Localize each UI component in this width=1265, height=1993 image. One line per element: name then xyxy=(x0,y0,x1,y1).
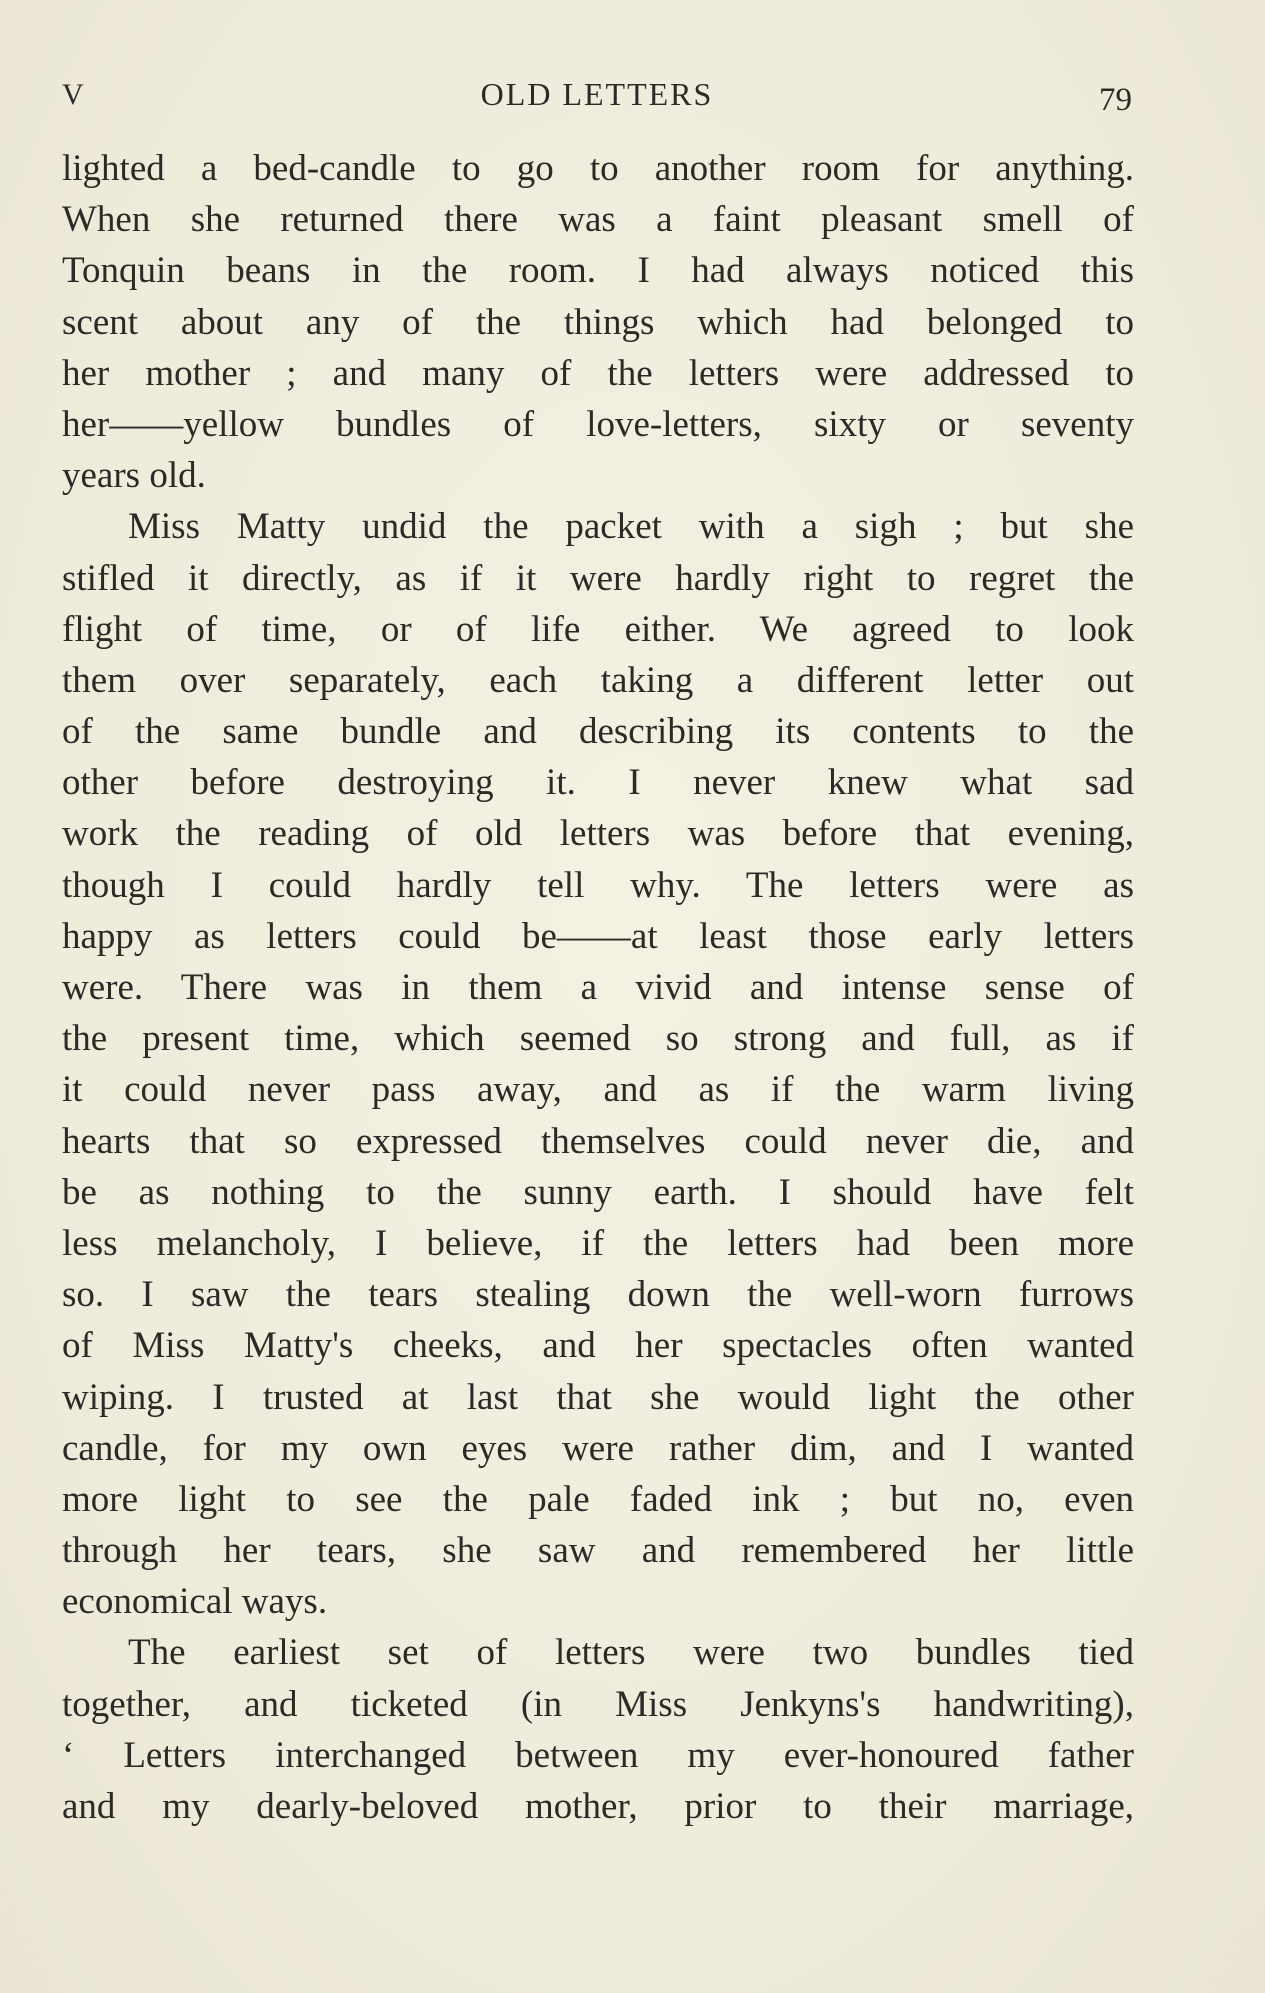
text-line: of Miss Matty's cheeks, and her spectacles often wanted xyxy=(62,1325,1134,1367)
text-line: though I could hardly tell why. The letters were as xyxy=(62,864,1134,906)
text-line: it could never pass away, and as if the warm living xyxy=(62,1069,1134,1111)
text-line: The earliest set of letters were two bundles tied xyxy=(128,1632,1134,1674)
text-line: work the reading of old letters was before that evening, xyxy=(62,813,1134,855)
text-line: scent about any of the things which had belonged to xyxy=(62,301,1134,343)
text-line: through her tears, she saw and remembered her little xyxy=(62,1530,1134,1572)
body-text xyxy=(62,143,1134,1832)
text-line: When she returned there was a faint pleasant smell of xyxy=(62,199,1134,241)
text-line: be as nothing to the sunny earth. I should have felt xyxy=(62,1171,1134,1213)
text-line: lighted a bed-candle to go to another room for anything. xyxy=(62,148,1134,189)
text-line: flight of time, or of life either. We agreed to look xyxy=(62,608,1134,650)
text-line: economical ways. xyxy=(62,1581,328,1623)
page-number: 79 xyxy=(1099,82,1132,118)
text-line: of the same bundle and describing its contents to the xyxy=(62,711,1134,753)
text-line: Miss Matty undid the packet with a sigh ; but she xyxy=(128,506,1134,548)
text-line: less melancholy, I believe, if the letters had been more xyxy=(62,1222,1134,1264)
text-line: stifled it directly, as if it were hardly right to regret the xyxy=(62,557,1134,599)
text-line: more light to see the pale faded ink ; but no, even xyxy=(62,1478,1134,1520)
text-line: other before destroying it. I never knew what sad xyxy=(62,762,1134,804)
text-line: were. There was in them a vivid and intense sense of xyxy=(62,967,1134,1008)
text-line: her——yellow bundles of love-letters, sixty or seventy xyxy=(62,403,1134,445)
text-line: happy as letters could be——at least those early letters xyxy=(62,915,1134,957)
text-line: candle, for my own eyes were rather dim, and I wanted xyxy=(62,1427,1134,1469)
text-line: the present time, which seemed so strong and full, as if xyxy=(62,1018,1134,1060)
text-line: her mother ; and many of the letters were addressed to xyxy=(62,352,1134,394)
running-title: OLD LETTERS xyxy=(480,76,714,112)
running-header xyxy=(62,72,1132,122)
text-line: hearts that so expressed themselves could never die, and xyxy=(62,1120,1134,1162)
text-line: wiping. I trusted at last that she would light the other xyxy=(62,1376,1134,1418)
text-line: years old. xyxy=(62,455,206,497)
chapter-numeral: V xyxy=(62,78,85,111)
text-line: together, and ticketed (in Miss Jenkyns's handwriting), xyxy=(62,1683,1134,1725)
text-line: Tonquin beans in the room. I had always noticed this xyxy=(62,250,1134,292)
text-line: them over separately, each taking a different letter out xyxy=(62,659,1134,701)
text-line: ‘ Letters interchanged between my ever-honoured father xyxy=(62,1734,1134,1776)
text-line: and my dearly-beloved mother, prior to their marriage, xyxy=(62,1786,1134,1827)
text-line: so. I saw the tears stealing down the well-worn furrows xyxy=(62,1274,1134,1316)
